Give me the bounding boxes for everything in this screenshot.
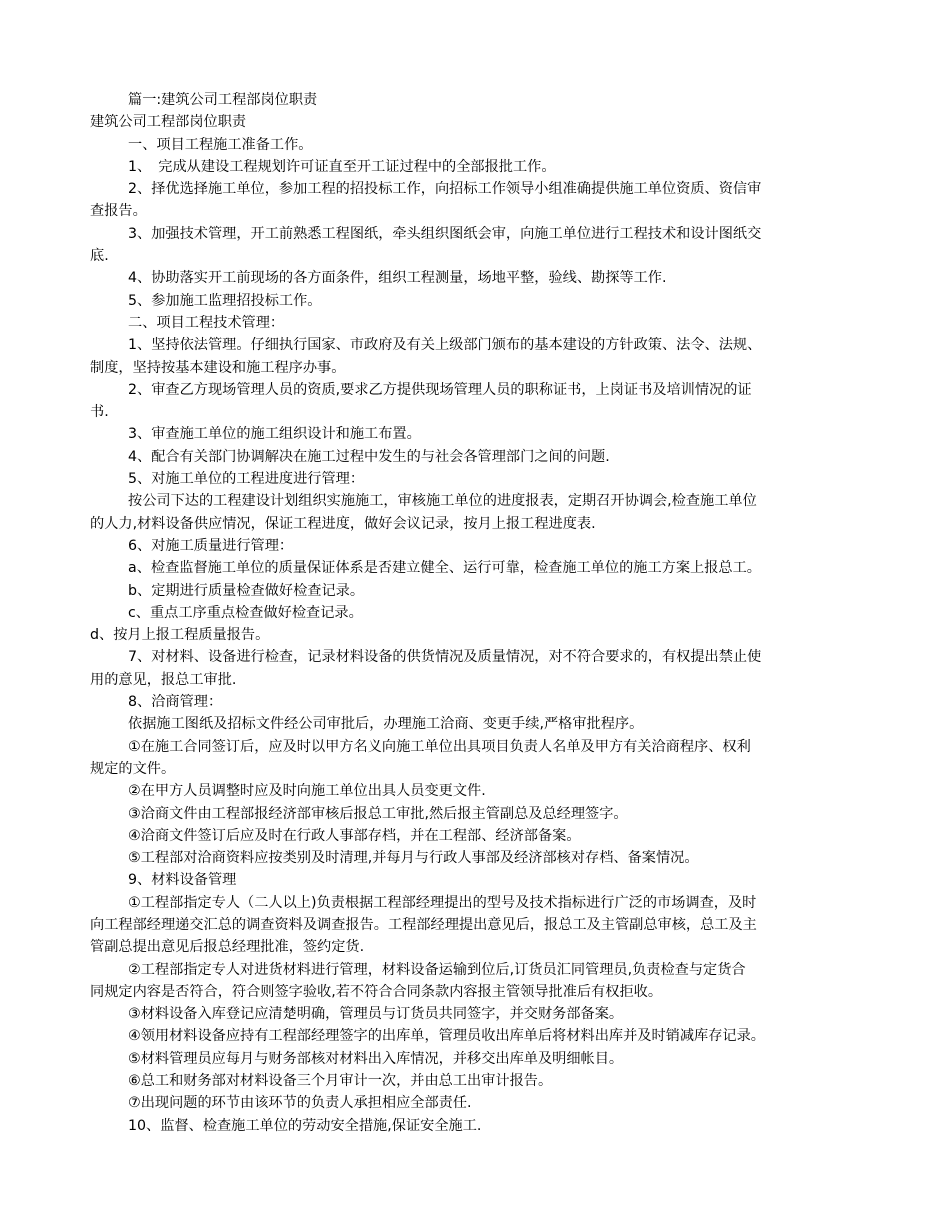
text-line: 二、项目工程技术管理：: [128, 314, 285, 331]
text-line: 底.: [90, 248, 109, 265]
text-line: 3、加强技术管理，开工前熟悉工程图纸，牵头组织图纸会审，向施工单位进行工程技术和设计图纸交: [128, 225, 762, 242]
text-line: ①在施工合同签订后，应及时以甲方名义向施工单位出具项目负责人名单及甲方有关洽商程序、权利: [128, 738, 751, 755]
text-line: 6、对施工质量进行管理：: [128, 537, 294, 554]
text-line: 1、 完成从建设工程规划许可证直至开工证过程中的全部报批工作。: [128, 158, 556, 175]
text-line: 的人力,材料设备供应情况，保证工程进度，做好会议记录，按月上报工程进度表.: [90, 515, 596, 532]
text-line: 同规定内容是否符合，符合则签字验收,若不符合合同条款内容报主管领导批准后有权拒收。: [90, 983, 663, 1000]
text-line: ③材料设备入库登记应清楚明确，管理员与订货员共同签字，并交财务部备案。: [128, 1006, 624, 1023]
text-line: 3、审查施工单位的施工组织设计和施工布置。: [128, 426, 421, 443]
text-line: ④洽商文件签订后应及时在行政人事部存档，并在工程部、经济部备案。: [128, 827, 581, 844]
text-line: c、重点工序重点检查做好检查记录。: [128, 604, 363, 621]
text-line: 查报告。: [90, 203, 147, 220]
text-line: 按公司下达的工程建设计划组织实施施工，审核施工单位的进度报表，定期召开协调会,检查施工单位: [128, 493, 757, 510]
text-line: ④领用材料设备应持有工程部经理签字的出库单，管理员收出库单后将材料出库并及时销减库存记录。: [128, 1028, 765, 1045]
text-line: 依据施工图纸及招标文件经公司审批后，办理施工洽商、变更手续,严格审批程序。: [128, 716, 644, 733]
text-line: 规定的文件。: [90, 760, 176, 777]
text-line: 用的意见，报总工审批.: [90, 671, 237, 688]
text-line: 8、洽商管理：: [128, 694, 223, 711]
text-line: 制度，坚持按基本建设和施工程序办事。: [90, 359, 346, 376]
text-line: ②在甲方人员调整时应及时向施工单位出具人员变更文件.: [128, 783, 486, 800]
text-line: 10、监督、检查施工单位的劳动安全措施,保证安全施工.: [128, 1117, 482, 1134]
text-line: 2、审查乙方现场管理人员的资质,要求乙方提供现场管理人员的职称证书，上岗证书及培训情况的证: [128, 381, 752, 398]
text-line: 2、择优选择施工单位，参加工程的招投标工作，向招标工作领导小组准确提供施工单位资质、资信审: [128, 181, 762, 198]
text-line: ①工程部指定专人（二人以上)负责根据工程部经理提出的型号及技术指标进行广泛的市场调查，及时: [128, 894, 757, 911]
text-line: 4、协助落实开工前现场的各方面条件，组织工程测量，场地平整，验线、勘探等工作.: [128, 270, 667, 287]
text-line: 4、配合有关部门协调解决在施工过程中发生的与社会各管理部门之间的问题.: [128, 448, 610, 465]
text-line: 5、对施工单位的工程进度进行管理：: [128, 471, 365, 488]
text-line: ⑥总工和财务部对材料设备三个月审计一次，并由总工出审计报告。: [128, 1073, 553, 1090]
text-line: b、定期进行质量检查做好检查记录。: [128, 582, 365, 599]
text-line: ⑤材料管理员应每月与财务部核对材料出入库情况，并移交出库单及明细帐目。: [128, 1050, 624, 1067]
text-line: 建筑公司工程部岗位职责: [90, 114, 247, 131]
text-line: 5、参加施工监理招投标工作。: [128, 292, 322, 309]
text-line: ⑤工程部对洽商资料应按类别及时清理,并每月与行政人事部及经济部核对存档、备案情况。: [128, 850, 699, 867]
text-line: ③洽商文件由工程部报经济部审核后报总工审批,然后报主管副总及总经理签字。: [128, 805, 628, 822]
text-line: 一、项目工程施工准备工作。: [128, 136, 313, 153]
text-line: 管副总提出意见后报总经理批准，签约定货.: [90, 939, 365, 956]
text-line: d、按月上报工程质量报告。: [90, 627, 270, 644]
text-line: a、检查监督施工单位的质量保证体系是否建立健全、运行可靠，检查施工单位的施工方案上报总工。: [128, 560, 761, 577]
text-line: 书.: [90, 404, 109, 421]
text-line: 7、对材料、设备进行检查，记录材料设备的供货情况及质量情况，对不符合要求的，有权提出禁止使: [128, 649, 762, 666]
text-line: 1、坚持依法管理。仔细执行国家、市政府及有关上级部门颁布的基本建设的方针政策、法令、法规、: [128, 337, 762, 354]
text-line: 篇一:建筑公司工程部岗位职责: [128, 92, 318, 108]
document-body: [90, 89, 858, 1137]
text-line: ②工程部指定专人对进货材料进行管理，材料设备运输到位后,订货员汇同管理员,负责检查与定货合: [128, 961, 746, 978]
text-line: ⑦出现问题的环节由该环节的负责人承担相应全部责任.: [128, 1095, 472, 1112]
text-line: 9、材料设备管理: [128, 872, 237, 889]
text-line: 向工程部经理递交汇总的调查资料及调查报告。工程部经理提出意见后，报总工及主管副总审核，总工及主: [90, 916, 757, 933]
